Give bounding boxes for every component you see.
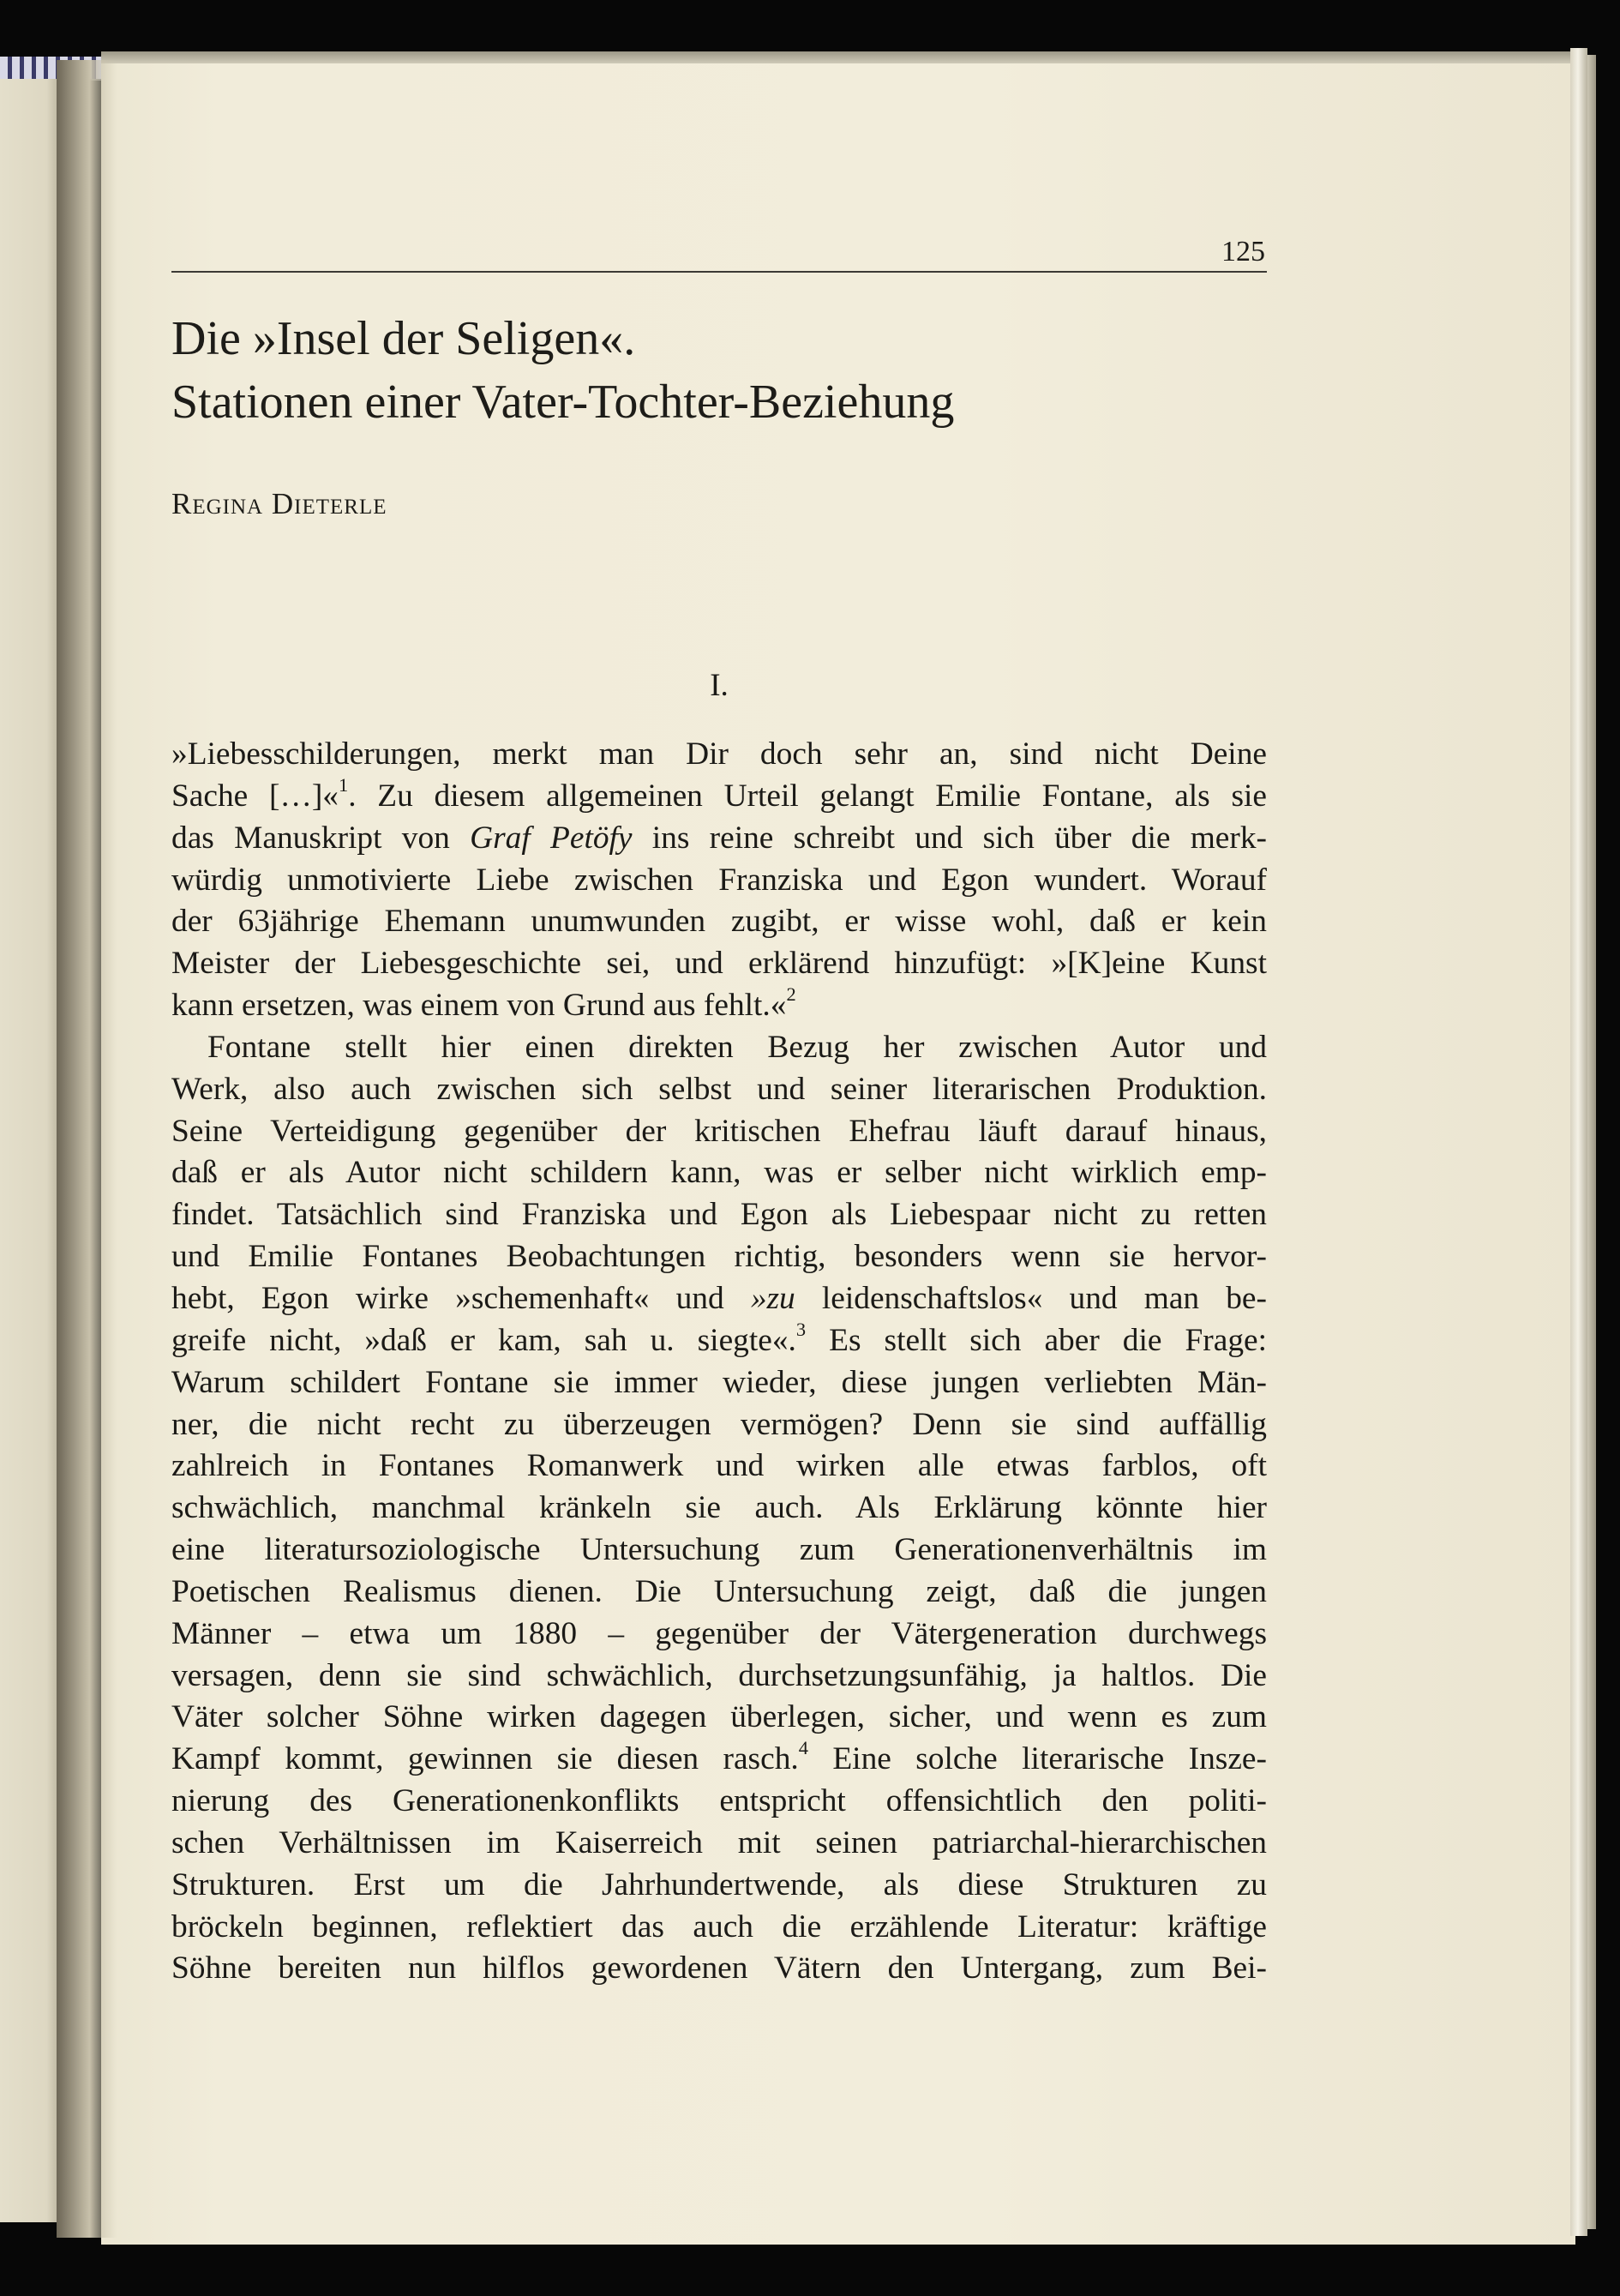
title-line-1: Die »Insel der Seligen«. (171, 312, 636, 365)
text-line (171, 1823, 1267, 1865)
text-line (171, 985, 1267, 1027)
text-run: versagen, denn sie sind schwächlich, durchsetzungsunfähig, ja haltlos. Die (171, 1657, 1267, 1693)
text-run: würdig unmotivierte Liebe zwischen Franziska und Egon wundert. Worauf (171, 862, 1267, 898)
text-run: eine literatursoziologische Untersuchung zum Generationenverhältnis im (171, 1532, 1267, 1568)
text-run: Eine solche literarische Insze- (807, 1741, 1267, 1777)
text-run: findet. Tatsächlich sind Franziska und Egon als Liebespaar nicht zu retten (171, 1197, 1267, 1233)
text-run: greife nicht, »daß er kam, sah u. siegte«. (171, 1322, 796, 1358)
text-run: Fontane stellt hier einen direkten Bezug her zwischen Autor und (207, 1029, 1267, 1065)
text-line (171, 1907, 1267, 1949)
text-run: ins reine schreibt und sich über die merk- (632, 820, 1268, 856)
text-run: Väter solcher Söhne wirken dagegen überlegen, sicher, und wenn es zum (171, 1699, 1267, 1735)
text-run: zahlreich in Fontanes Romanwerk und wirken alle etwas farblos, oft (171, 1448, 1267, 1484)
text-run: hebt, Egon wirke »schemenhaft« und (171, 1280, 751, 1316)
text-line (171, 1614, 1267, 1656)
footnote-reference: 3 (795, 1318, 807, 1340)
text-line (171, 1865, 1267, 1907)
text-line (171, 1320, 1267, 1362)
footnote-reference: 1 (338, 774, 349, 796)
text-line (171, 1572, 1267, 1614)
text-line (171, 1111, 1267, 1153)
text-run: Poetischen Realismus dienen. Die Untersuchung zeigt, daß die jungen (171, 1573, 1267, 1609)
text-line (171, 1530, 1267, 1572)
page-stack-edge-dark (1587, 55, 1596, 2229)
text-line (171, 1948, 1267, 1990)
text-line (171, 1362, 1267, 1404)
text-run: Warum schildert Fontane sie immer wieder, diese jungen verliebten Män- (171, 1364, 1267, 1400)
text-line (171, 860, 1267, 902)
text-run: kann ersetzen, was einem von Grund aus fehlt.« (171, 988, 787, 1024)
text-line (171, 734, 1267, 776)
footnote-reference: 4 (798, 1737, 808, 1759)
text-line (171, 1152, 1267, 1194)
text-line (171, 901, 1267, 943)
text-run: Werk, also auch zwischen sich selbst und seiner literarischen Produktion. (171, 1071, 1267, 1107)
text-run: Meister der Liebesgeschichte sei, und erklärend hinzufügt: »[K]eine Kunst (171, 946, 1267, 982)
text-line (171, 1069, 1267, 1111)
text-run: das Manuskript von (171, 820, 471, 856)
page-stack-edge (1570, 48, 1587, 2236)
book-gutter-shadow (57, 60, 117, 2238)
page-number: 125 (1221, 236, 1265, 267)
title-line-2: Stationen einer Vater-Tochter-Beziehung (171, 376, 955, 429)
emphasis-run: »zu (750, 1280, 795, 1316)
section-heading: I. (710, 668, 729, 703)
text-line (171, 943, 1267, 985)
text-line (171, 1446, 1267, 1488)
text-run: Sache […]« (171, 778, 339, 814)
text-run: Männer – etwa um 1880 – gegenüber der Vätergeneration durchwegs (171, 1615, 1267, 1651)
text-line (171, 1739, 1267, 1781)
paragraph (171, 1027, 1267, 1990)
text-run: Strukturen. Erst um die Jahrhundertwende, als diese Strukturen zu (171, 1866, 1267, 1902)
text-run: . Zu diesem allgemeinen Urteil gelangt Emilie Fontane, als sie (348, 778, 1267, 814)
text-run: schen Verhältnissen im Kaiserreich mit seinen patriarchal-hierarchischen (171, 1824, 1267, 1860)
footnote-reference: 2 (786, 983, 796, 1006)
author-name: Regina Dieterle (171, 487, 387, 520)
text-line (171, 1027, 1267, 1069)
text-run: daß er als Autor nicht schildern kann, was er selber nicht wirklich emp- (171, 1155, 1267, 1191)
text-line (171, 1697, 1267, 1739)
text-run: Kampf kommt, gewinnen sie diesen rasch. (171, 1741, 799, 1777)
text-run: bröckeln beginnen, reflektiert das auch die erzählende Literatur: kräftige (171, 1908, 1267, 1944)
text-line (171, 1404, 1267, 1446)
body-text (171, 734, 1267, 1990)
text-run: ner, die nicht recht zu überzeugen vermögen? Denn sie sind auffällig (171, 1406, 1267, 1442)
text-run: leidenschaftslos« und man be- (795, 1280, 1267, 1316)
article-title (171, 307, 1267, 434)
paragraph (171, 734, 1267, 1027)
text-run: schwächlich, manchmal kränkeln sie auch. Als Erklärung könnte hier (171, 1490, 1267, 1526)
text-run: Söhne bereiten nun hilflos gewordenen Vätern den Untergang, zum Bei- (171, 1950, 1267, 1986)
text-line (171, 1488, 1267, 1530)
text-run: nierung des Generationenkonflikts entspricht offensichtlich den politi- (171, 1783, 1267, 1819)
text-run: der 63jährige Ehemann unumwunden zugibt, er wisse wohl, daß er kein (171, 904, 1267, 940)
text-run: »Liebesschilderungen, merkt man Dir doch sehr an, sind nicht Deine (171, 736, 1267, 772)
text-line (171, 1278, 1267, 1320)
emphasis-run: Graf Petöfy (470, 820, 633, 856)
text-line (171, 818, 1267, 860)
text-line (171, 776, 1267, 818)
text-line (171, 1781, 1267, 1823)
text-run: Es stellt sich aber die Frage: (806, 1322, 1267, 1358)
text-line (171, 1236, 1267, 1278)
text-run: und Emilie Fontanes Beobachtungen richtig, besonders wenn sie hervor- (171, 1239, 1267, 1275)
text-line (171, 1656, 1267, 1698)
running-head (171, 237, 1267, 273)
text-line (171, 1194, 1267, 1236)
text-run: Seine Verteidigung gegenüber der kritischen Ehefrau läuft darauf hinaus, (171, 1113, 1267, 1149)
